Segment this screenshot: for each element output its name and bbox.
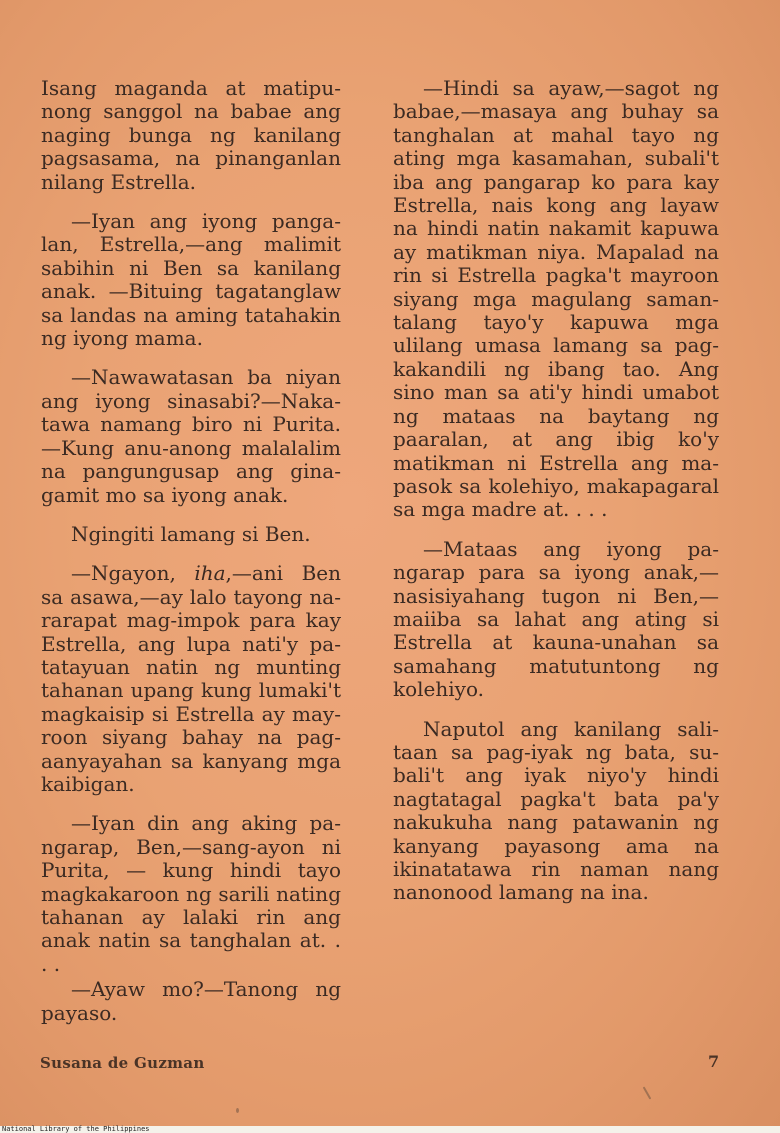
paper-speck [643,1086,652,1099]
paragraph: Ngingiti lamang si Ben. [71,521,311,546]
paragraph: Naputol ang kanilang salitaan sa pag-iyak ng bata, subali't ang iyak niyo'y hindi nagtatagal pagka't bata pa'y nakukuha nang patawanin ng kanyang payasong ama na ikinatatawa rin naman nang nanonood lamang na ina. [393,716,719,905]
right-text-column [393,77,719,905]
footer-author: Susana de Guzman [40,1054,205,1072]
paragraph: —Hindi sa ayaw,—sagot ng babae,—masaya ang buhay sa tanghalan at mahal tayo ng ating mga kasamahan, subali't iba ang pangarap ko para kay Estrella, nais kong ang layaw na hindi natin nakamit kapuwa ay matikman niya. Mapalad na rin si Estrella pagka't mayroon siyang mga magulang samantalang tayo'y kapuwa mga ulilang umasa lamang sa pagkakandili ng ibang tao. Ang sino man sa ati'y hindi umabot ng mataas na baytang ng paaralan, at ang ibig ko'y matikman ni Estrella ang mapasok sa kolehiyo, makapagaral sa mga madre at. . . . [393,76,719,522]
paragraph: —Mataas ang iyong pangarap para sa iyong anak,—nasisiyahang tugon ni Ben,— maiiba sa lahat ang ating si Estrella at kauna-unahan sa samahang matutuntong ng kolehiyo. [393,536,719,702]
paper-speck [236,1108,239,1113]
paragraph: —Ayaw mo?—Tanong ng payaso. [41,977,341,1025]
paragraph: Isang maganda at matipunong sanggol na babae ang naging bunga ng kanilang pagsasama, na pinanganlan nilang Estrella. [41,76,341,194]
page-number: 7 [708,1052,720,1071]
paragraph: —Iyan din ang aking pangarap, Ben,—sang-ayon ni Purita, — kung hindi tayo magkakaroon ng sarili nating tahanan ay lalaki rin ang anak natin sa tanghalan at. . . . [41,811,341,976]
left-text-column [41,77,341,1025]
paragraph: —Ngayon, iha,—ani Ben sa asawa,—ay lalo tayong nararapat mag-impok para kay Estrella, ang lupa nati'y patatayuan natin ng munting tahanan upang kung lumaki't magkaisip si Estrella ay mayroon siyang bahay na pagaanyayahan sa kanyang mga kaibigan. [41,561,341,796]
scan-credit: National Library of the Philippines [2,1125,150,1133]
paragraph: —Iyan ang iyong pangalan, Estrella,—ang malimit sabihin ni Ben sa kanilang anak. —Bituing tagatanglaw sa landas na aming tatahakin ng iyong mama. [41,209,341,351]
paragraph: —Nawawatasan ba niyan ang iyong sinasabi?—Nakatawa namang biro ni Purita. —Kung anu-anong malalalim na pangungusap ang ginagamit mo sa iyong anak. [41,365,341,507]
